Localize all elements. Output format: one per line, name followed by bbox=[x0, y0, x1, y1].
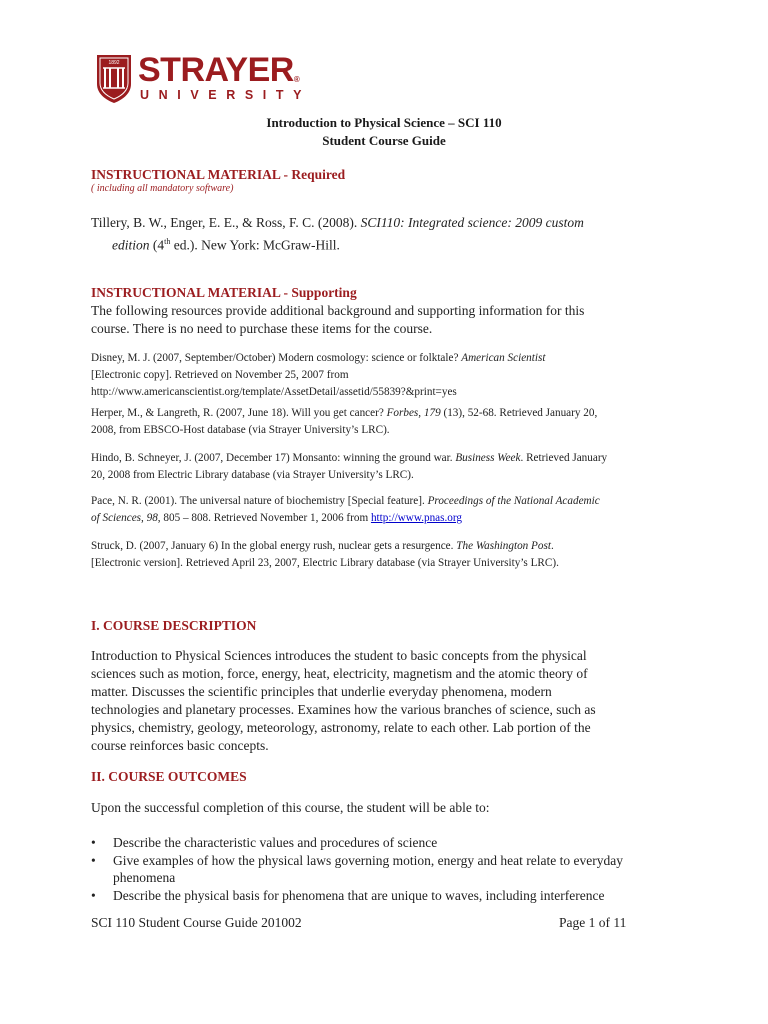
ref-text: [Electronic version]. Retrieved April 23, 2007, Electric Library database (via Strayer University’s LRC). bbox=[91, 557, 559, 569]
citation-edition-pre: (4 bbox=[149, 237, 165, 253]
ref-text: [Electronic copy]. Retrieved on November 25, 2007 from bbox=[91, 369, 349, 381]
reference-herper bbox=[91, 405, 676, 439]
ref-source: The Washington Post bbox=[456, 540, 551, 552]
supporting-material-heading: INSTRUCTIONAL MATERIAL - Supporting bbox=[91, 285, 357, 300]
required-citation bbox=[91, 213, 671, 255]
required-material-heading: INSTRUCTIONAL MATERIAL - Required bbox=[91, 167, 346, 182]
citation-edition-post: ed.). New York: McGraw-Hill. bbox=[170, 237, 340, 253]
required-material-note: ( including all mandatory software) bbox=[91, 183, 234, 194]
page-number: Page 1 of 11 bbox=[559, 915, 627, 930]
logo-subword: UNIVERSITY bbox=[140, 88, 312, 102]
ref-text: Disney, M. J. (2007, September/October) Modern cosmology: science or folktale? bbox=[91, 352, 462, 364]
description-line: course reinforces basic concepts. bbox=[91, 738, 269, 753]
ref-text: Herper, M., & Langreth, R. (2007, June 18). Will you get cancer? bbox=[91, 407, 387, 419]
description-line: matter. Discusses the scientific principles that underlie everyday phenomena, modern bbox=[91, 684, 552, 699]
course-outcomes-list bbox=[91, 834, 661, 905]
logo-wordmark bbox=[138, 50, 299, 90]
ref-text: , 805 – 808. Retrieved November 1, 2006 from bbox=[157, 512, 371, 524]
ref-source: Business Week bbox=[455, 452, 521, 464]
list-item bbox=[91, 887, 661, 904]
course-description-text bbox=[91, 647, 681, 755]
description-line: physics, chemistry, geology, meteorology, astronomy, relate to each other. Lab portion of the bbox=[91, 720, 591, 735]
list-item bbox=[91, 852, 661, 886]
ref-text: Hindo, B. Schneyer, J. (2007, December 17) Monsanto: winning the ground war. bbox=[91, 452, 456, 464]
page-footer-title: SCI 110 Student Course Guide 201002 bbox=[91, 915, 302, 930]
ref-source: Proceedings of the National Academic bbox=[427, 495, 600, 507]
course-description-heading: I. COURSE DESCRIPTION bbox=[91, 618, 257, 633]
ref-text: . bbox=[550, 540, 554, 552]
list-item bbox=[91, 834, 661, 851]
ref-text: Pace, N. R. (2001). The universal nature of biochemistry [Special feature]. bbox=[91, 495, 428, 507]
wordmark-text: STRAYER bbox=[138, 51, 294, 89]
outcome-text: Describe the characteristic values and procedures of science bbox=[113, 835, 438, 850]
strayer-logo bbox=[96, 51, 316, 110]
ref-url: http://www.americanscientist.org/template/AssetDetail/assetid/55839?&print=yes bbox=[91, 386, 457, 398]
outcome-text: Describe the physical basis for phenomena that are unique to waves, including interference bbox=[113, 888, 605, 903]
bullet-icon: • bbox=[91, 835, 96, 850]
course-outcomes-intro: Upon the successful completion of this course, the student will be able to: bbox=[91, 800, 490, 815]
document-subtitle: Student Course Guide bbox=[322, 133, 446, 148]
citation-title-cont: edition bbox=[112, 237, 150, 253]
bullet-icon: • bbox=[91, 853, 96, 868]
description-line: sciences such as motion, force, energy, heat, electricity, magnetism and the atomic theory of bbox=[91, 666, 588, 681]
citation-edition-sup: th bbox=[164, 237, 171, 246]
citation-title: SCI110: Integrated science: 2009 custom bbox=[360, 215, 584, 230]
course-outcomes-heading: II. COURSE OUTCOMES bbox=[91, 769, 247, 784]
ref-source: Forbes, 179 bbox=[386, 407, 441, 419]
citation-authors: Tillery, B. W., Enger, E. E., & Ross, F. C. (2008). bbox=[91, 215, 361, 230]
description-line: technologies and planetary processes. Examines how the various branches of science, such as bbox=[91, 702, 596, 717]
ref-text: 20, 2008 from Electric Library database (via Strayer University’s LRC). bbox=[91, 469, 414, 481]
pnas-link[interactable]: http://www.pnas.org bbox=[370, 512, 463, 524]
reference-hindo bbox=[91, 450, 676, 484]
shield-icon bbox=[96, 54, 132, 104]
reference-struck bbox=[91, 538, 676, 572]
description-line: Introduction to Physical Sciences introduces the student to basic concepts from the physical bbox=[91, 648, 587, 663]
document-title: Introduction to Physical Science – SCI 110 bbox=[266, 115, 502, 130]
bullet-icon: • bbox=[91, 888, 96, 903]
shield-year: 1892 bbox=[108, 60, 120, 66]
ref-text: 2008, from EBSCO-Host database (via Strayer University’s LRC). bbox=[91, 424, 390, 436]
supporting-intro-line-1: The following resources provide additional background and supporting information for this bbox=[91, 303, 585, 318]
supporting-intro bbox=[91, 302, 681, 338]
supporting-intro-line-2: course. There is no need to purchase these items for the course. bbox=[91, 321, 433, 336]
ref-source: American Scientist bbox=[461, 352, 546, 364]
reference-disney bbox=[91, 350, 676, 401]
outcome-text: Give examples of how the physical laws governing motion, energy and heat relate to everyday phenomena bbox=[113, 853, 623, 885]
ref-text: (13), 52-68. Retrieved January 20, bbox=[440, 407, 598, 419]
ref-source-cont: of Sciences, 98 bbox=[91, 512, 158, 524]
reference-pace bbox=[91, 493, 676, 527]
ref-text: Struck, D. (2007, January 6) In the global energy rush, nuclear gets a resurgence. bbox=[91, 540, 457, 552]
registered-mark: ® bbox=[293, 75, 300, 84]
ref-text: . Retrieved January bbox=[520, 452, 608, 464]
